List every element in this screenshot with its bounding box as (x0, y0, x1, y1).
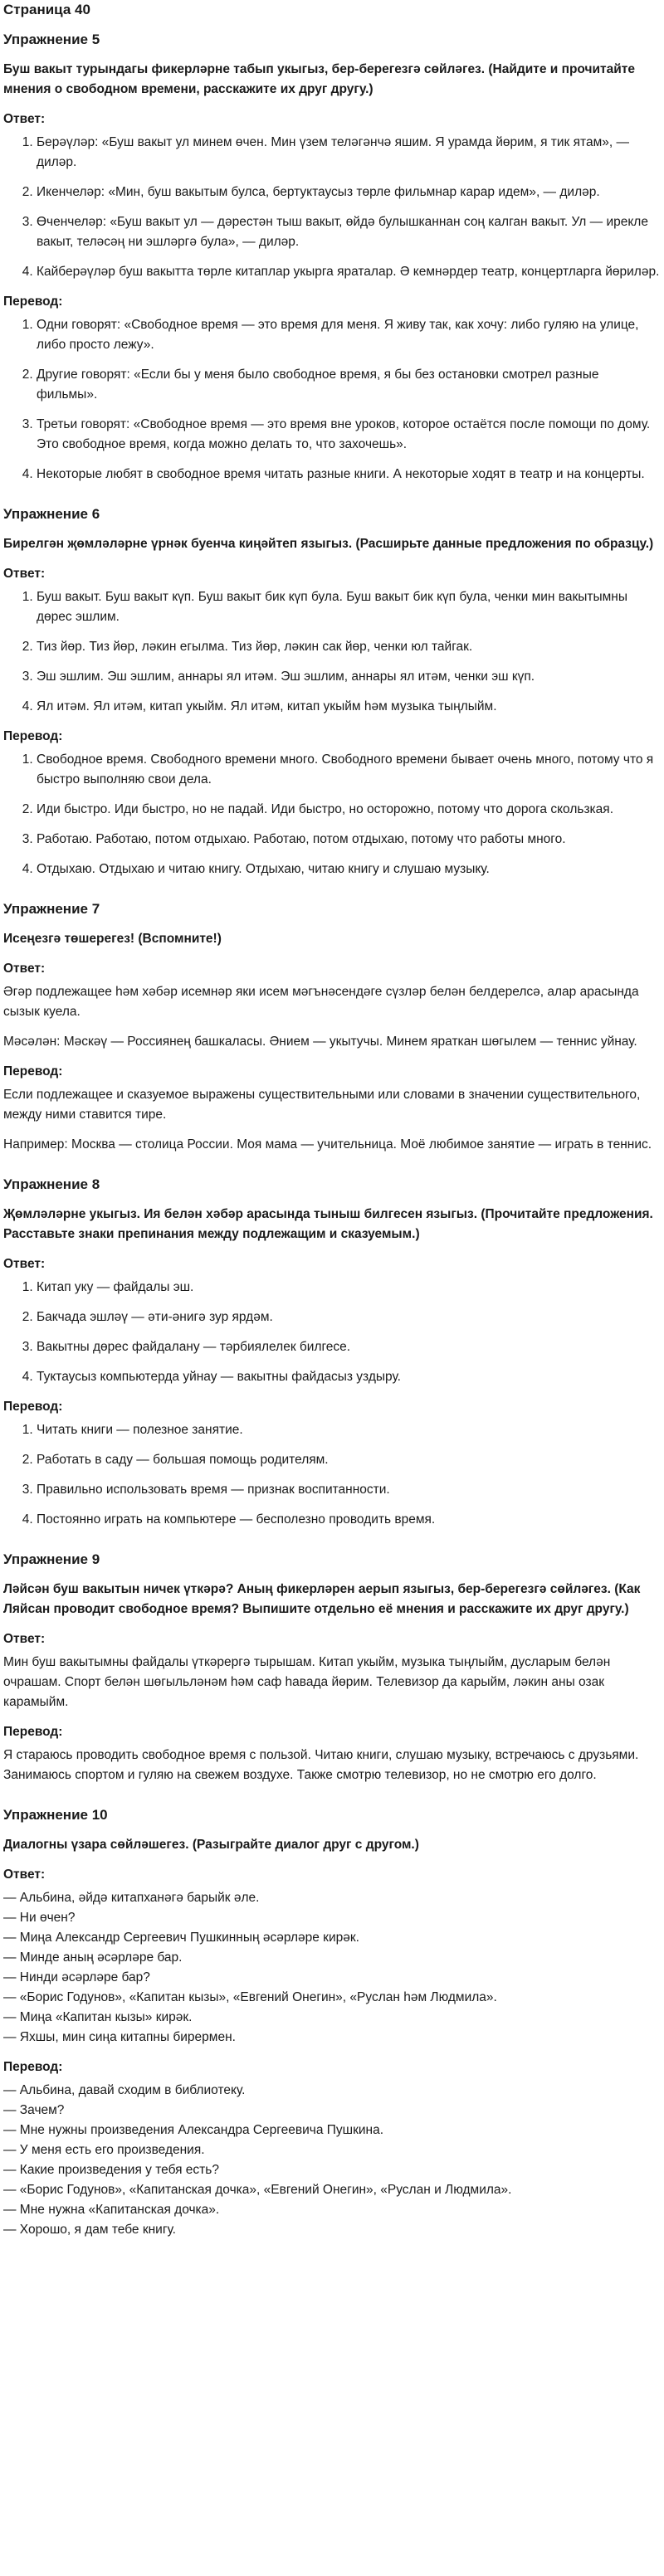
dialog-line: — Альбина, әйдә китапханәгә барыйк әле. (3, 1891, 260, 1905)
answer-label: Ответ: (3, 1257, 46, 1271)
dialog-line: — Мне нужны произведения Александра Сергеевича Пушкина. (3, 2123, 383, 2137)
translation-label: Перевод: (3, 1400, 63, 1414)
translation-list (3, 315, 661, 485)
dialog-line: — Хорошо, я дам тебе книгу. (3, 2223, 176, 2237)
exercise-title: Упражнение 8 (3, 1176, 100, 1192)
exercise-9 (3, 1550, 661, 1785)
list-item: 3. Өченчеләр: «Буш вакыт ул — дәрестән тыш вакыт, өйдә булышканнан соң калган вакыт. Ул — ирекле вакыт, теләсәң ни эшләргә була», — диләр. (37, 212, 661, 252)
exercise-task: Җөмләләрне укыгыз. Ия белән хәбәр арасында тыныш билгесен языгыз. (Прочитайте предложения. Расставьте знаки препинания между подлежащим и сказуемым.) (3, 1207, 653, 1241)
answer-paragraph: Мин буш вакытымны файдалы үткәрергә тырышам. Китап укыйм, музыка тыңлыйм, дусларым белән очрашам. Спорт белән шөгыльләнәм һәм саф һавада йөрим. Телевизор да карыйм, ләкин аны озак карамыйм. (3, 1655, 611, 1709)
translation-paragraph: Я стараюсь проводить свободное время с пользой. Читаю книги, слушаю музыку, встречаюсь с друзьями. Занимаюсь спортом и гуляю на свежем воздухе. Также смотрю телевизор, но не смотрю его долго. (3, 1748, 639, 1782)
answer-label: Ответ: (3, 1632, 46, 1646)
list-item: 1. Одни говорят: «Свободное время — это время для меня. Я живу так, как хочу: либо гуляю на улице, либо просто лежу». (37, 315, 661, 355)
list-item: 3. Эш эшлим. Эш эшлим, аннары ял итәм. Эш эшлим, аннары ял итәм, ченки эш күп. (37, 667, 661, 687)
exercise-7 (3, 899, 661, 1155)
list-item: 4. Туктаусыз компьютерда уйнау — вакытны файдасыз уздыру. (37, 1367, 661, 1387)
page-title: Страница 40 (3, 2, 90, 17)
translation-dialog (3, 2081, 661, 2240)
exercise-title: Упражнение 5 (3, 32, 100, 47)
exercise-title: Упражнение 7 (3, 901, 100, 917)
answer-label: Ответ: (3, 567, 46, 581)
exercise-task: Ләйсән буш вакытын ничек үткәрә? Аның фикерләрен аерып языгыз, бер-берегезгә сөйләгез. (Как Ляйсан проводит свободное время? Выпишите отдельно её мнения и расскажите их друг другу.) (3, 1582, 641, 1616)
answer-label: Ответ: (3, 962, 46, 976)
exercise-title: Упражнение 6 (3, 506, 100, 522)
list-item: 4. Некоторые любят в свободное время читать разные книги. А некоторые ходят в театр и на концерты. (37, 465, 661, 485)
dialog-line: — Миңа Александр Сергеевич Пушкинның әсәрләре кирәк. (3, 1931, 359, 1945)
list-item: 1. Китап уку — файдалы эш. (37, 1278, 661, 1298)
answer-label: Ответ: (3, 112, 46, 126)
list-item: 1. Берәүләр: «Буш вакыт ул минем өчен. Мин үзем теләгәнчә яшим. Я урамда йөрим, я тик ятам», — диләр. (37, 133, 661, 173)
exercise-5 (3, 30, 661, 485)
translation-label: Перевод: (3, 729, 63, 743)
exercise-6 (3, 504, 661, 879)
list-item: 2. Икенчеләр: «Мин, буш вакытым булса, бертуктаусыз төрле фильмнар карар идем», — диләр. (37, 183, 661, 202)
list-item: 4. Кайберәүләр буш вакытта төрле китаплар укырга яраталар. Ә кемнәрдер театр, концертларга йөриләр. (37, 262, 661, 282)
translation-label: Перевод: (3, 2060, 63, 2074)
answer-list (3, 587, 661, 717)
list-item: 4. Отдыхаю. Отдыхаю и читаю книгу. Отдыхаю, читаю книгу и слушаю музыку. (37, 859, 661, 879)
answer-list (3, 1278, 661, 1387)
exercise-task: Исеңезгә төшерегез! (Вспомните!) (3, 932, 222, 946)
exercise-task: Диалогны үзара сөйләшегез. (Разыграйте диалог друг с другом.) (3, 1838, 419, 1852)
exercise-8 (3, 1175, 661, 1530)
dialog-line: — Яхшы, мин сиңа китапны бирермен. (3, 2030, 236, 2044)
list-item: 3. Работаю. Работаю, потом отдыхаю. Работаю, потом отдыхаю, потому что работы много. (37, 830, 661, 850)
list-item: 2. Иди быстро. Иди быстро, но не падай. Иди быстро, но осторожно, потому что дорога скользкая. (37, 800, 661, 820)
dialog-line: — «Борис Годунов», «Капитанская дочка», «Евгений Онегин», «Руслан и Людмила». (3, 2183, 512, 2197)
translation-label: Перевод: (3, 1064, 63, 1079)
list-item: 4. Ял итәм. Ял итәм, китап укыйм. Ял итәм, китап укыйм һәм музыка тыңлыйм. (37, 697, 661, 717)
dialog-line: — Нинди әсәрләре бар? (3, 1970, 150, 1984)
exercise-title: Упражнение 9 (3, 1551, 100, 1567)
translation-list (3, 750, 661, 879)
list-item: 1. Читать книги — полезное занятие. (37, 1420, 661, 1440)
list-item: 2. Работать в саду — большая помощь родителям. (37, 1450, 661, 1470)
dialog-line: — Какие произведения у тебя есть? (3, 2163, 219, 2177)
exercise-task: Бирелгән җөмләләрне үрнәк буенча киңәйтеп языгыз. (Расширьте данные предложения по образцу.) (3, 537, 654, 551)
dialog-line: — У меня есть его произведения. (3, 2143, 205, 2157)
translation-label: Перевод: (3, 1725, 63, 1739)
dialog-line: — Альбина, давай сходим в библиотеку. (3, 2083, 246, 2097)
dialog-line: — Мне нужна «Капитанская дочка». (3, 2203, 220, 2217)
list-item: 3. Вакытны дөрес файдалану — тәрбиялелек билгесе. (37, 1337, 661, 1357)
answer-paragraph: Әгәр подлежащее һәм хәбәр исемнәр яки исем мәгънәсендәге сүзләр белән белдерелсә, алар арасында сызык куела. (3, 985, 639, 1019)
answer-label: Ответ: (3, 1867, 46, 1882)
answer-dialog (3, 1888, 661, 2048)
exercise-task: Буш вакыт турындагы фикерләрне табып укыгыз, бер-берегезгә сөйләгез. (Найдите и прочитайте мнения о свободном времени, расскажите их друг другу.) (3, 62, 635, 96)
dialog-line: — Зачем? (3, 2103, 65, 2117)
answer-paragraph: Мәсәлән: Мәскәү — Россиянең башкаласы. Әнием — укытучы. Минем яраткан шөгылем — теннис уйнау. (3, 1035, 637, 1049)
dialog-line: — Миңа «Капитан кызы» кирәк. (3, 2010, 193, 2024)
dialog-line: — Минде аның әсәрләре бар. (3, 1950, 183, 1965)
list-item: 3. Третьи говорят: «Свободное время — это время вне уроков, которое остаётся после помощи по дому. Это свободное время, когда можно делать то, что захочешь». (37, 415, 661, 455)
list-item: 4. Постоянно играть на компьютере — бесполезно проводить время. (37, 1510, 661, 1530)
list-item: 2. Бакчада эшләү — әти-әнигә зур ярдәм. (37, 1307, 661, 1327)
answer-list (3, 133, 661, 282)
translation-label: Перевод: (3, 295, 63, 309)
translation-list (3, 1420, 661, 1530)
dialog-line: — «Борис Годунов», «Капитан кызы», «Евгений Онегин», «Руслан һәм Людмила». (3, 1990, 497, 2004)
list-item: 2. Тиз йөр. Тиз йөр, ләкин егылма. Тиз йөр, ләкин сак йөр, ченки юл тайгак. (37, 637, 661, 657)
list-item: 1. Буш вакыт. Буш вакыт күп. Буш вакыт бик күп була. Буш вакыт бик күп була, ченки мин вакытымны дөрес эшлим. (37, 587, 661, 627)
list-item: 3. Правильно использовать время — признак воспитанности. (37, 1480, 661, 1500)
exercise-10 (3, 1805, 661, 2240)
dialog-line: — Ни өчен? (3, 1911, 76, 1925)
translation-paragraph: Например: Москва — столица России. Моя мама — учительница. Моё любимое занятие — играть в теннис. (3, 1137, 652, 1152)
translation-paragraph: Если подлежащее и сказуемое выражены существительными или словами в значении существительного, между ними ставится тире. (3, 1088, 641, 1122)
list-item: 2. Другие говорят: «Если бы у меня было свободное время, я бы без остановки смотрел разные фильмы». (37, 365, 661, 405)
exercise-title: Упражнение 10 (3, 1807, 108, 1823)
list-item: 1. Свободное время. Свободного времени много. Свободного времени бывает очень много, потому что я быстро выполняю свои дела. (37, 750, 661, 790)
